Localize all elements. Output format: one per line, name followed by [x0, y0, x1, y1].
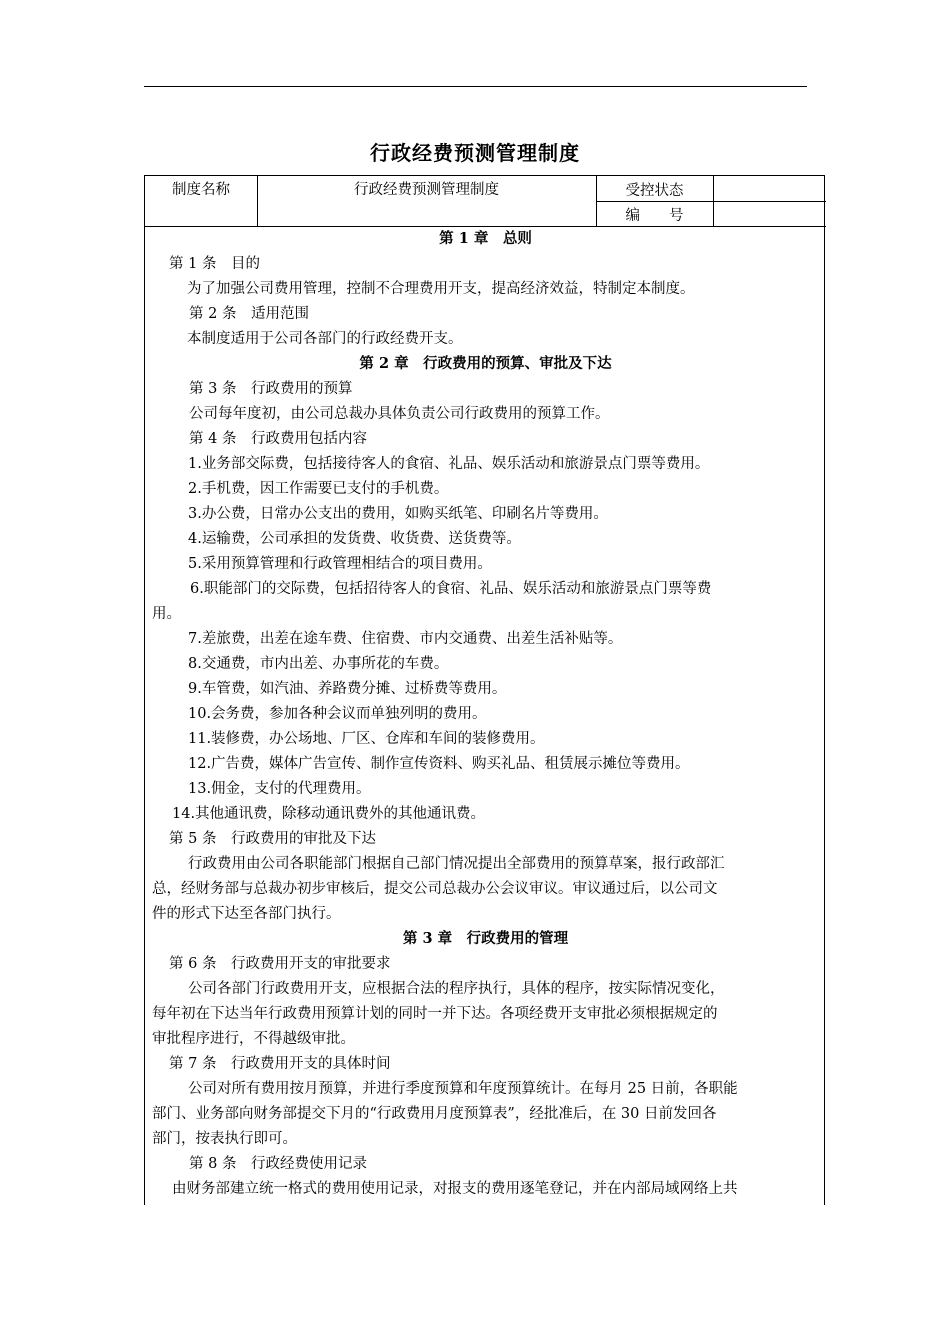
list-item: 14.其他通讯费，除移动通讯费外的其他通讯费。	[172, 806, 486, 822]
list-item: 3.办公费，日常办公支出的费用，如购买纸笔、印刷名片等费用。	[188, 506, 608, 522]
chapter-heading: 第 1 章 总则	[439, 230, 532, 247]
article-heading: 第 2 条 适用范围	[189, 306, 309, 322]
list-item: 7.差旅费，出差在途车费、住宿费、市内交通费、出差生活补贴等。	[188, 631, 623, 647]
article-heading: 第 3 条 行政费用的预算	[189, 381, 353, 397]
article-heading: 第 4 条 行政费用包括内容	[189, 431, 367, 447]
paragraph-line: 为了加强公司费用管理，控制不合理费用开支，提高经济效益，特制定本制度。	[187, 281, 695, 297]
paragraph-line: 行政费用由公司各职能部门根据自己部门情况提出全部费用的预算草案，报行政部汇	[188, 856, 725, 872]
name-label: 制度名称	[172, 182, 230, 198]
list-item: 1.业务部交际费，包括接待客人的食宿、礼品、娱乐活动和旅游景点门票等费用。	[188, 456, 710, 472]
page-title: 行政经费预测管理制度	[370, 141, 580, 165]
number-label: 编 号	[625, 208, 684, 224]
article-heading: 第 5 条 行政费用的审批及下达	[169, 831, 376, 847]
paragraph-line: 部门，按表执行即可。	[152, 1131, 297, 1147]
list-item: 2.手机费，因工作需要已支付的手机费。	[188, 481, 449, 497]
list-item: 6.职能部门的交际费，包括招待客人的食宿、礼品、娱乐活动和旅游景点门票等费	[190, 581, 712, 597]
paragraph-line: 公司对所有费用按月预算，并进行季度预算和年度预算统计。在每月 25 日前，各职能	[188, 1081, 738, 1097]
article-heading: 第 7 条 行政费用开支的具体时间	[169, 1056, 391, 1072]
list-item: 12.广告费，媒体广告宣传、制作宣传资料、购买礼品、租赁展示摊位等费用。	[188, 756, 690, 772]
paragraph-line: 每年初在下达当年行政费用预算计划的同时一并下达。各项经费开支审批必须根据规定的	[152, 1006, 718, 1022]
list-item: 4.运输费，公司承担的发货费、收货费、送货费等。	[188, 531, 521, 547]
list-item: 5.采用预算管理和行政管理相结合的项目费用。	[188, 556, 492, 572]
list-item: 用。	[152, 606, 181, 622]
control-status-label: 受控状态	[625, 183, 684, 199]
divider	[596, 201, 826, 202]
list-item: 10.会务费，参加各种会议而单独列明的费用。	[188, 706, 487, 722]
divider	[145, 226, 826, 227]
chapter-heading: 第 3 章 行政费用的管理	[402, 930, 569, 947]
paragraph-line: 审批程序进行，不得越级审批。	[152, 1031, 355, 1047]
regulation-table	[144, 175, 825, 1205]
list-item: 11.装修费，办公场地、厂区、仓库和车间的装修费用。	[188, 731, 545, 747]
article-heading: 第 6 条 行政费用开支的审批要求	[169, 956, 391, 972]
name-value: 行政经费预测管理制度	[354, 182, 499, 198]
list-item: 9.车管费，如汽油、养路费分摊、过桥费等费用。	[188, 681, 507, 697]
article-heading: 第 8 条 行政经费使用记录	[189, 1156, 367, 1172]
list-item: 13.佣金，支付的代理费用。	[188, 781, 371, 797]
paragraph-line: 由财务部建立统一格式的费用使用记录，对报支的费用逐笔登记，并在内部局域网络上共	[172, 1181, 738, 1197]
article-heading: 第 1 条 目的	[169, 256, 260, 272]
paragraph-line: 公司各部门行政费用开支，应根据合法的程序执行，具体的程序，按实际情况变化，	[188, 981, 725, 997]
paragraph-line: 公司每年度初，由公司总裁办具体负责公司行政费用的预算工作。	[189, 406, 610, 422]
paragraph-line: 总，经财务部与总裁办初步审核后，提交公司总裁办公会议审议。审议通过后，以公司文	[152, 881, 718, 897]
paragraph-line: 件的形式下达至各部门执行。	[152, 906, 341, 922]
header-rule	[144, 86, 807, 87]
chapter-heading: 第 2 章 行政费用的预算、审批及下达	[359, 355, 612, 372]
paragraph-line: 部门、业务部向财务部提交下月的“行政费用月度预算表”，经批准后，在 30 日前发回各	[152, 1106, 717, 1122]
paragraph-line: 本制度适用于公司各部门的行政经费开支。	[187, 331, 463, 347]
list-item: 8.交通费，市内出差、办事所花的车费。	[188, 656, 449, 672]
